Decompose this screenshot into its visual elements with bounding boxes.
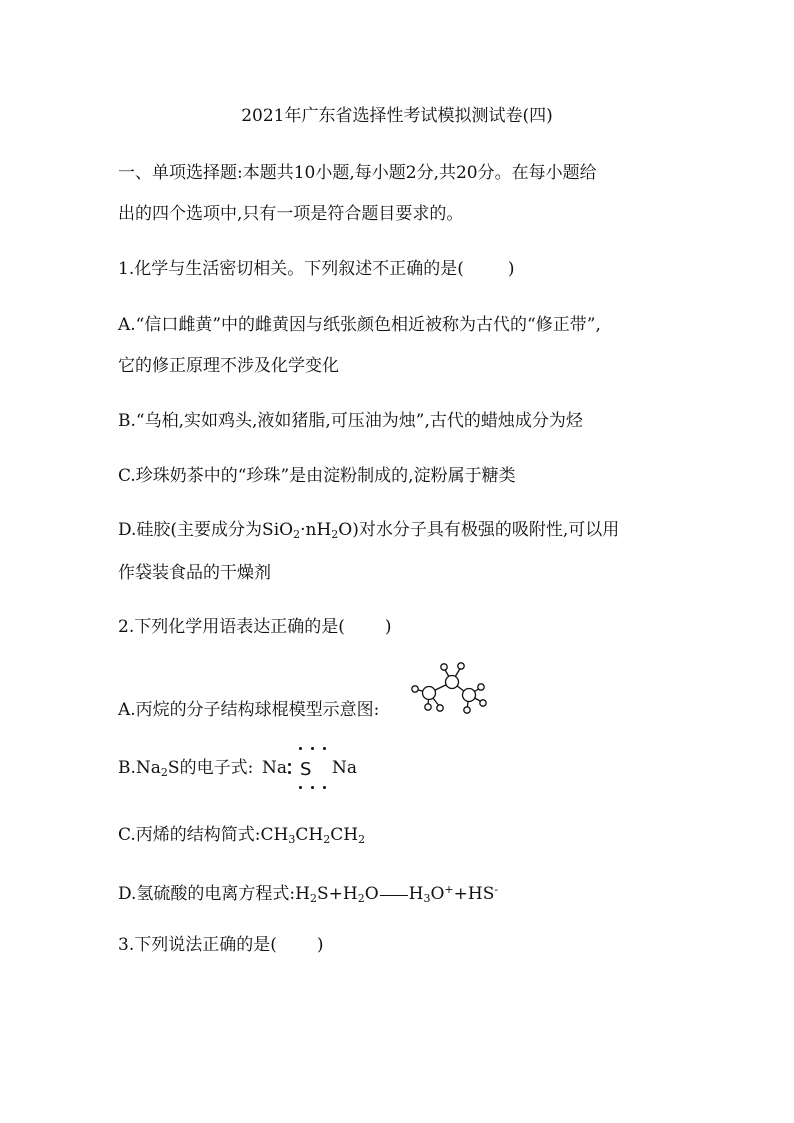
question-2-option-d-prefix: D.氢硫酸的电离方程式:H [118,884,310,904]
electron-pair-left [288,761,292,775]
question-2-option-d-subscript-2: 2 [357,892,365,905]
question-2-option-a: A.丙烷的分子结构球棍模型示意图: [118,700,380,720]
question-2-option-b-label [118,755,738,786]
question-1-option-d-line-2: 作袋装食品的干燥剂 [118,563,271,583]
question-1-option-c: C.珍珠奶茶中的“珍珠”是由淀粉制成的,淀粉属于糖类 [118,466,516,486]
question-3-stem-end: ) [316,935,324,955]
electron-dot [323,786,326,789]
question-1-option-d-prefix: D.硅胶(主要成分为SiO [118,520,294,540]
question-1-option-d-middle: ·nH [300,520,332,540]
electron-dot [299,747,302,750]
question-1-option-d-suffix: O)对水分子具有极强的吸附性,可以用 [338,520,620,540]
electron-dot [311,747,314,750]
question-2-option-c-subscript-3: 2 [358,833,366,846]
question-2-option-d-middle-4: O [430,884,445,904]
question-2-option-d-middle-2: O [364,884,379,904]
electron-dot [288,771,291,774]
question-2-option-d-superscript-1: + [444,883,454,896]
sodium-symbol-right: Na [332,758,358,778]
question-2-option-d-middle-3: H [408,884,424,904]
electron-dot [323,747,326,750]
question-2-option-d [118,877,738,912]
sodium-symbol-left: Na [262,758,288,778]
question-1-stem-text: 1.化学与生活密切相关。下列叙述不正确的是( [118,259,464,279]
question-2-stem [118,614,738,640]
question-2-option-d-subscript-1: 2 [309,892,317,905]
question-2-option-b-prefix: B.Na [118,758,161,778]
question-1-option-d-subscript-2: 2 [331,528,339,541]
question-2-option-b-subscript: 2 [160,766,168,779]
question-2-option-c-middle-2: CH [330,825,359,845]
page-title: 2021年广东省选择性考试模拟测试卷(四) [241,106,553,126]
question-2-option-c-subscript-2: 2 [323,833,331,846]
electron-dot [299,786,302,789]
section-instruction-line-1: 一、单项选择题:本题共10小题,每小题2分,共20分。在每小题给 [118,163,597,183]
question-1-stem-end: ) [507,259,515,279]
electron-dot [311,786,314,789]
question-2-option-d-superscript-2: - [494,883,499,896]
equation-line [380,895,408,896]
question-3-stem-text: 3.下列说法正确的是( [118,935,277,955]
question-2-option-b-suffix: S的电子式: [167,758,254,778]
question-2-stem-text: 2.下列化学用语表达正确的是( [118,617,345,637]
question-2-option-c-middle-1: CH [295,825,324,845]
question-2-option-c-subscript-1: 3 [288,833,296,846]
question-2-option-c-prefix: C.丙烯的结构简式:CH [118,825,289,845]
question-3-stem [118,932,738,958]
question-2-option-c [118,822,738,853]
question-2-option-d-middle-5: +HS [453,884,495,904]
question-2-option-d-subscript-3: 3 [423,892,431,905]
question-1-option-a-line-2: 它的修正原理不涉及化学变化 [118,356,339,376]
question-1-option-b: B.“乌桕,实如鸡头,液如猪脂,可压油为烛”,古代的蜡烛成分为烃 [118,411,583,431]
question-1-stem [118,256,738,282]
section-instruction-line-2: 出的四个选项中,只有一项是符合题目要求的。 [118,204,464,224]
question-2-option-d-middle-1: S+H [316,884,358,904]
question-2-stem-end: ) [384,617,392,637]
sulfur-symbol: S [300,759,312,780]
question-1-option-d-subscript-1: 2 [293,528,301,541]
question-1-option-d-line-1 [118,517,738,548]
propane-ball-stick-model [407,658,487,718]
electron-dot [288,763,291,766]
question-1-option-a-line-1: A.“信口雌黄”中的雌黄因与纸张颜色相近被称为古代的“修正带”, [118,315,601,335]
